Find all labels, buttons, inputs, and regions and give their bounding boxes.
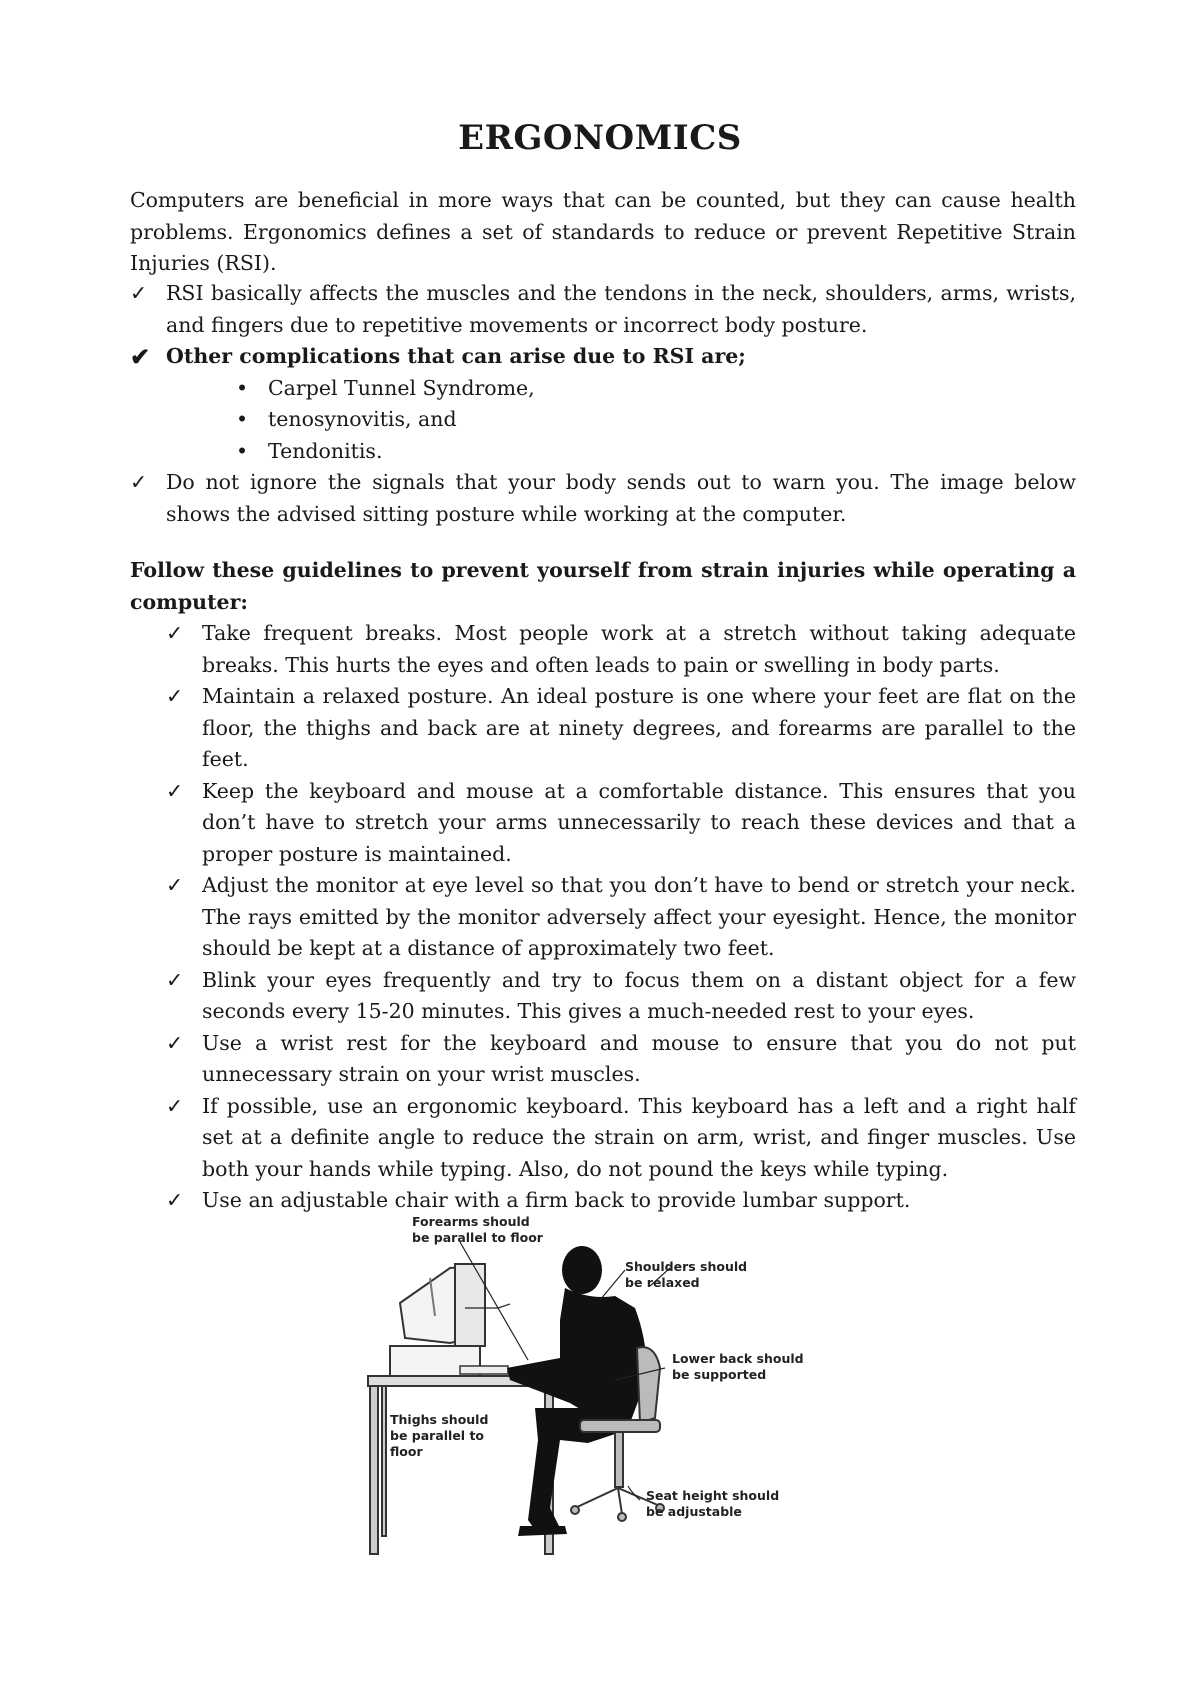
complication-item bbox=[236, 404, 1076, 436]
caption-shoulders-line2: be relaxed bbox=[625, 1275, 700, 1290]
checkmark-icon: ✓ bbox=[130, 470, 148, 494]
caption-thighs-line2: be parallel to bbox=[390, 1428, 485, 1443]
caption-seat-line1: Seat height should bbox=[646, 1488, 780, 1503]
list-item-text: Do not ignore the signals that your body sends out to warn you. The image below shows the advised sitting posture while working at the computer. bbox=[166, 470, 1076, 526]
guideline-text: Take frequent breaks. Most people work at a stretch without taking adequate breaks. This hurts the eyes and often leads to pain or swelling in body parts. bbox=[202, 621, 1076, 677]
keyboard bbox=[460, 1366, 508, 1374]
guideline-text: Keep the keyboard and mouse at a comfortable distance. This ensures that you don’t have to stretch your arms unnecessarily to reach these devices and that a proper posture is maintained. bbox=[202, 778, 1076, 866]
computer-monitor bbox=[390, 1264, 485, 1376]
list-item bbox=[130, 278, 1076, 341]
checkmark-icon: ✓ bbox=[166, 1030, 184, 1055]
complication-text: tenosynovitis, and bbox=[268, 407, 457, 431]
list-item-text: RSI basically affects the muscles and the tendons in the neck, shoulders, arms, wrists, and fingers due to repetitive movements or incorrect body posture. bbox=[166, 281, 1076, 337]
checkmark-icon: ✓ bbox=[166, 967, 184, 992]
checkmark-icon: ✓ bbox=[166, 1188, 184, 1212]
guideline-item bbox=[166, 776, 1076, 871]
guideline-text: Maintain a relaxed posture. An ideal posture is one where your feet are flat on the floor, the thighs and back are at ninety degrees, and forearms are parallel to the feet. bbox=[202, 684, 1076, 771]
guidelines-list bbox=[166, 618, 1076, 1217]
checkmark-icon: ✓ bbox=[166, 621, 184, 645]
list-item-text: Other complications that can arise due to RSI are; bbox=[166, 344, 746, 368]
bullet-icon: • bbox=[236, 438, 249, 463]
posture-illustration bbox=[360, 1208, 860, 1558]
caption-shoulders-line1: Shoulders should bbox=[625, 1259, 748, 1274]
checkmark-icon: ✔ bbox=[130, 342, 151, 371]
posture-diagram bbox=[360, 1208, 860, 1558]
caption-forearms-line1: Forearms should bbox=[412, 1214, 530, 1229]
complication-item bbox=[236, 436, 1076, 468]
guidelines-heading: Follow these guidelines to prevent yourself from strain injuries while operating a computer: bbox=[130, 558, 1076, 614]
caption-seat-line2: be adjustable bbox=[646, 1504, 742, 1519]
intro-paragraph: Computers are beneficial in more ways that can be counted, but they can cause health problems. Ergonomics defines a set of standards to reduce or prevent Repetitive Strain Injuries (RSI). bbox=[130, 188, 1076, 275]
complications-list bbox=[166, 373, 1076, 468]
complication-text: Carpel Tunnel Syndrome, bbox=[268, 375, 535, 400]
guideline-text: Use a wrist rest for the keyboard and mouse to ensure that you do not put unnecessary strain on your wrist muscles. bbox=[202, 1030, 1076, 1086]
rsi-points-list bbox=[130, 278, 1076, 530]
page-title: ERGONOMICS bbox=[458, 118, 742, 158]
caption-forearms-line2: be parallel to floor bbox=[412, 1230, 543, 1245]
checkmark-icon: ✓ bbox=[166, 1093, 184, 1118]
caption-lowerback-line2: be supported bbox=[672, 1367, 767, 1382]
guideline-item bbox=[166, 1091, 1076, 1186]
caption-lowerback-line1: Lower back should bbox=[672, 1351, 804, 1366]
guideline-item bbox=[166, 681, 1076, 776]
list-item bbox=[130, 467, 1076, 530]
guideline-text: Adjust the monitor at eye level so that you don’t have to bend or stretch your neck. The rays emitted by the monitor adversely affect your eyesight. Hence, the monitor should be kept at a distance of approximately two feet. bbox=[202, 873, 1076, 960]
guideline-item bbox=[166, 870, 1076, 965]
checkmark-icon: ✓ bbox=[166, 684, 184, 708]
caption-thighs-line1: Thighs should bbox=[390, 1412, 489, 1427]
bullet-icon: • bbox=[236, 407, 249, 431]
checkmark-icon: ✓ bbox=[166, 873, 184, 897]
guideline-item bbox=[166, 965, 1076, 1028]
guideline-text: Blink your eyes frequently and try to focus them on a distant object for a few seconds every 15-20 minutes. This gives a much-needed rest to your eyes. bbox=[202, 967, 1076, 1023]
guideline-text: If possible, use an ergonomic keyboard. This keyboard has a left and a right half set at a definite angle to reduce the strain on arm, wrist, and finger muscles. Use both your hands while typing. Also, do not pound the keys while typing. bbox=[202, 1093, 1076, 1181]
checkmark-icon: ✓ bbox=[166, 778, 184, 803]
complication-item bbox=[236, 373, 1076, 405]
list-item bbox=[130, 341, 1076, 467]
guideline-text: Use an adjustable chair with a firm back to provide lumbar support. bbox=[202, 1188, 911, 1212]
caption-thighs-line3: floor bbox=[390, 1444, 423, 1459]
bullet-icon: • bbox=[236, 375, 249, 400]
checkmark-icon: ✓ bbox=[130, 281, 148, 305]
guideline-item bbox=[166, 618, 1076, 681]
complication-text: Tendonitis. bbox=[268, 438, 383, 463]
guideline-item bbox=[166, 1028, 1076, 1091]
